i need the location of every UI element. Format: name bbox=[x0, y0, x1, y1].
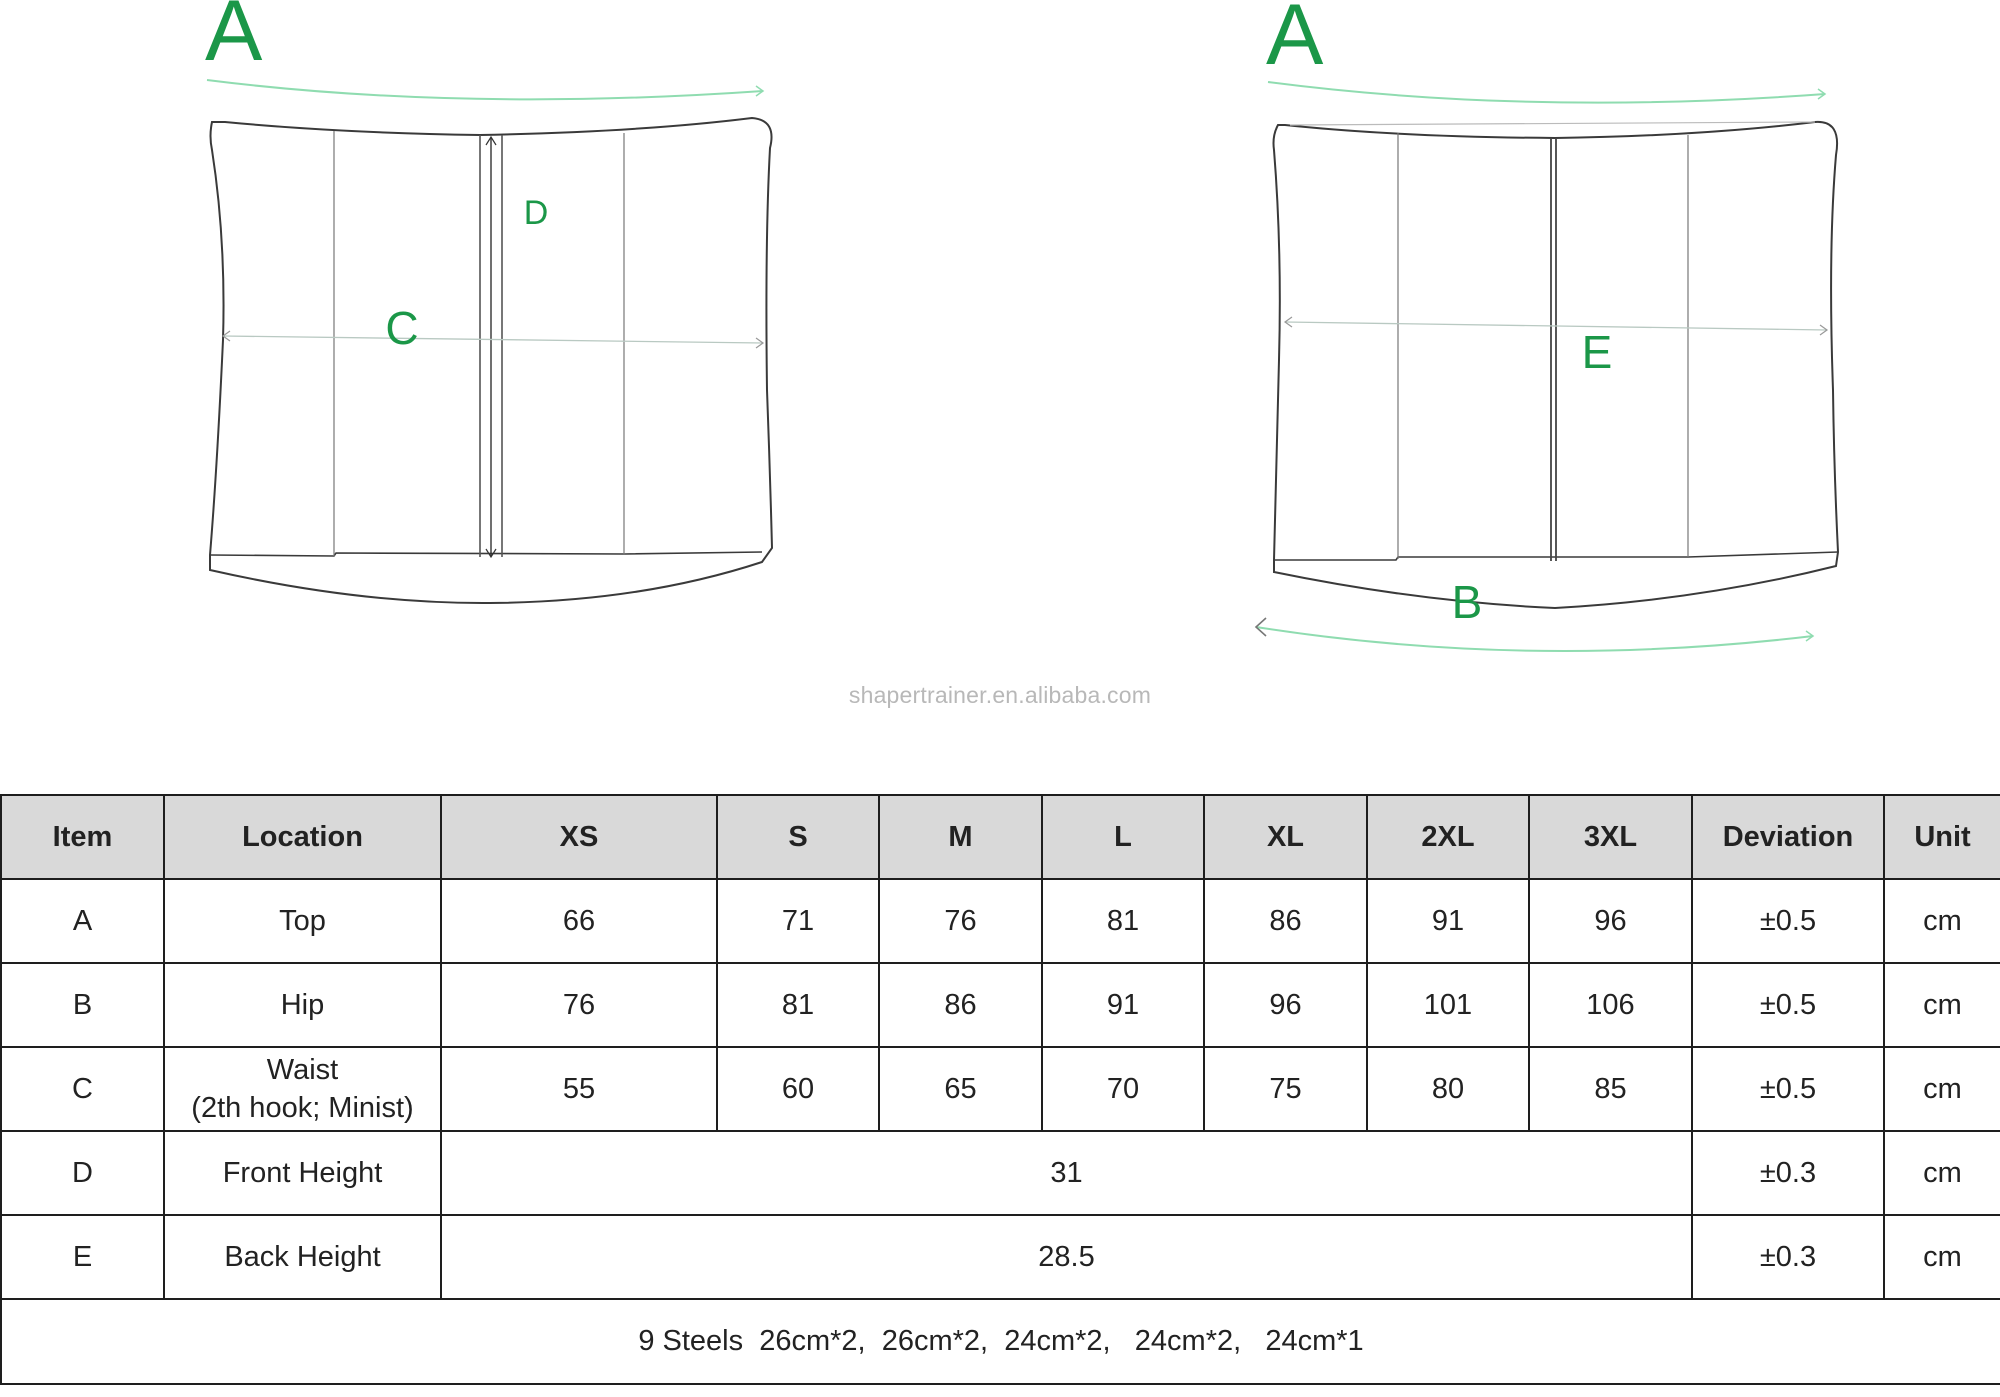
table-header-row bbox=[1, 795, 2000, 879]
cell-deviation: ±0.5 bbox=[1692, 963, 1884, 1047]
cell-deviation: ±0.3 bbox=[1692, 1131, 1884, 1215]
cell-item: B bbox=[1, 963, 164, 1047]
cell-2xl: 80 bbox=[1367, 1047, 1529, 1131]
cell-unit: cm bbox=[1884, 1215, 2000, 1299]
cell-xs: 66 bbox=[441, 879, 717, 963]
cell-location bbox=[164, 1047, 441, 1131]
cell-3xl: 96 bbox=[1529, 879, 1692, 963]
front-hem-line bbox=[210, 552, 762, 556]
back-hip-guide-line bbox=[1256, 627, 1813, 651]
back-label-height: E bbox=[1581, 326, 1613, 378]
header-unit: Unit bbox=[1884, 795, 2000, 879]
back-view bbox=[1256, 0, 1838, 651]
cell-location: Hip bbox=[164, 963, 441, 1047]
back-top-guide-line bbox=[1268, 82, 1825, 103]
cell-2xl: 101 bbox=[1367, 963, 1529, 1047]
cell-unit: cm bbox=[1884, 963, 2000, 1047]
cell-deviation: ±0.3 bbox=[1692, 1215, 1884, 1299]
header-m: M bbox=[879, 795, 1042, 879]
cell-xl: 75 bbox=[1204, 1047, 1367, 1131]
cell-item: E bbox=[1, 1215, 164, 1299]
cell-unit: cm bbox=[1884, 1131, 2000, 1215]
cell-3xl: 106 bbox=[1529, 963, 1692, 1047]
cell-unit: cm bbox=[1884, 879, 2000, 963]
back-label-top: A bbox=[1266, 0, 1324, 83]
cell-m: 86 bbox=[879, 963, 1042, 1047]
cell-m: 65 bbox=[879, 1047, 1042, 1131]
watermark-text: shapertrainer.en.alibaba.com bbox=[848, 682, 1152, 708]
cell-all-sizes: 28.5 bbox=[441, 1215, 1692, 1299]
header-deviation: Deviation bbox=[1692, 795, 1884, 879]
cell-s: 71 bbox=[717, 879, 879, 963]
front-view bbox=[205, 0, 772, 603]
cell-xs: 76 bbox=[441, 963, 717, 1047]
cell-xs: 55 bbox=[441, 1047, 717, 1131]
front-label-height: D bbox=[523, 194, 549, 232]
table-row bbox=[1, 1131, 2000, 1215]
front-label-waist: C bbox=[385, 302, 419, 354]
table-row bbox=[1, 1047, 2000, 1131]
cell-deviation: ±0.5 bbox=[1692, 1047, 1884, 1131]
cell-l: 70 bbox=[1042, 1047, 1204, 1131]
header-2xl: 2XL bbox=[1367, 795, 1529, 879]
cell-location: Front Height bbox=[164, 1131, 441, 1215]
back-label-hip: B bbox=[1451, 576, 1483, 628]
size-chart-table bbox=[0, 794, 2000, 1385]
table-row bbox=[1, 963, 2000, 1047]
cell-location-line1: Waist bbox=[266, 1054, 339, 1086]
header-xs: XS bbox=[441, 795, 717, 879]
header-xl: XL bbox=[1204, 795, 1367, 879]
cell-item: C bbox=[1, 1047, 164, 1131]
header-s: S bbox=[717, 795, 879, 879]
front-label-top: A bbox=[205, 0, 263, 79]
table-row bbox=[1, 879, 2000, 963]
cell-all-sizes: 31 bbox=[441, 1131, 1692, 1215]
cell-location-line2: (2th hook; Minist) bbox=[191, 1092, 414, 1124]
cell-s: 60 bbox=[717, 1047, 879, 1131]
cell-item: A bbox=[1, 879, 164, 963]
header-item: Item bbox=[1, 795, 164, 879]
cell-location: Top bbox=[164, 879, 441, 963]
back-top-inner-line bbox=[1290, 122, 1815, 125]
cell-m: 76 bbox=[879, 879, 1042, 963]
header-location: Location bbox=[164, 795, 441, 879]
cell-s: 81 bbox=[717, 963, 879, 1047]
cell-item: D bbox=[1, 1131, 164, 1215]
cell-xl: 86 bbox=[1204, 879, 1367, 963]
cell-deviation: ±0.5 bbox=[1692, 879, 1884, 963]
cell-2xl: 91 bbox=[1367, 879, 1529, 963]
header-3xl: 3XL bbox=[1529, 795, 1692, 879]
cell-xl: 96 bbox=[1204, 963, 1367, 1047]
cell-unit: cm bbox=[1884, 1047, 2000, 1131]
cell-location: Back Height bbox=[164, 1215, 441, 1299]
table-row bbox=[1, 1215, 2000, 1299]
steels-note: 9 Steels 26cm*2, 26cm*2, 24cm*2, 24cm*2, 24cm*1 bbox=[1, 1299, 2000, 1384]
table-note-row bbox=[1, 1299, 2000, 1384]
cell-3xl: 85 bbox=[1529, 1047, 1692, 1131]
front-waist-guide bbox=[223, 336, 763, 343]
header-l: L bbox=[1042, 795, 1204, 879]
front-top-guide-line bbox=[207, 80, 763, 99]
cell-l: 91 bbox=[1042, 963, 1204, 1047]
cell-l: 81 bbox=[1042, 879, 1204, 963]
